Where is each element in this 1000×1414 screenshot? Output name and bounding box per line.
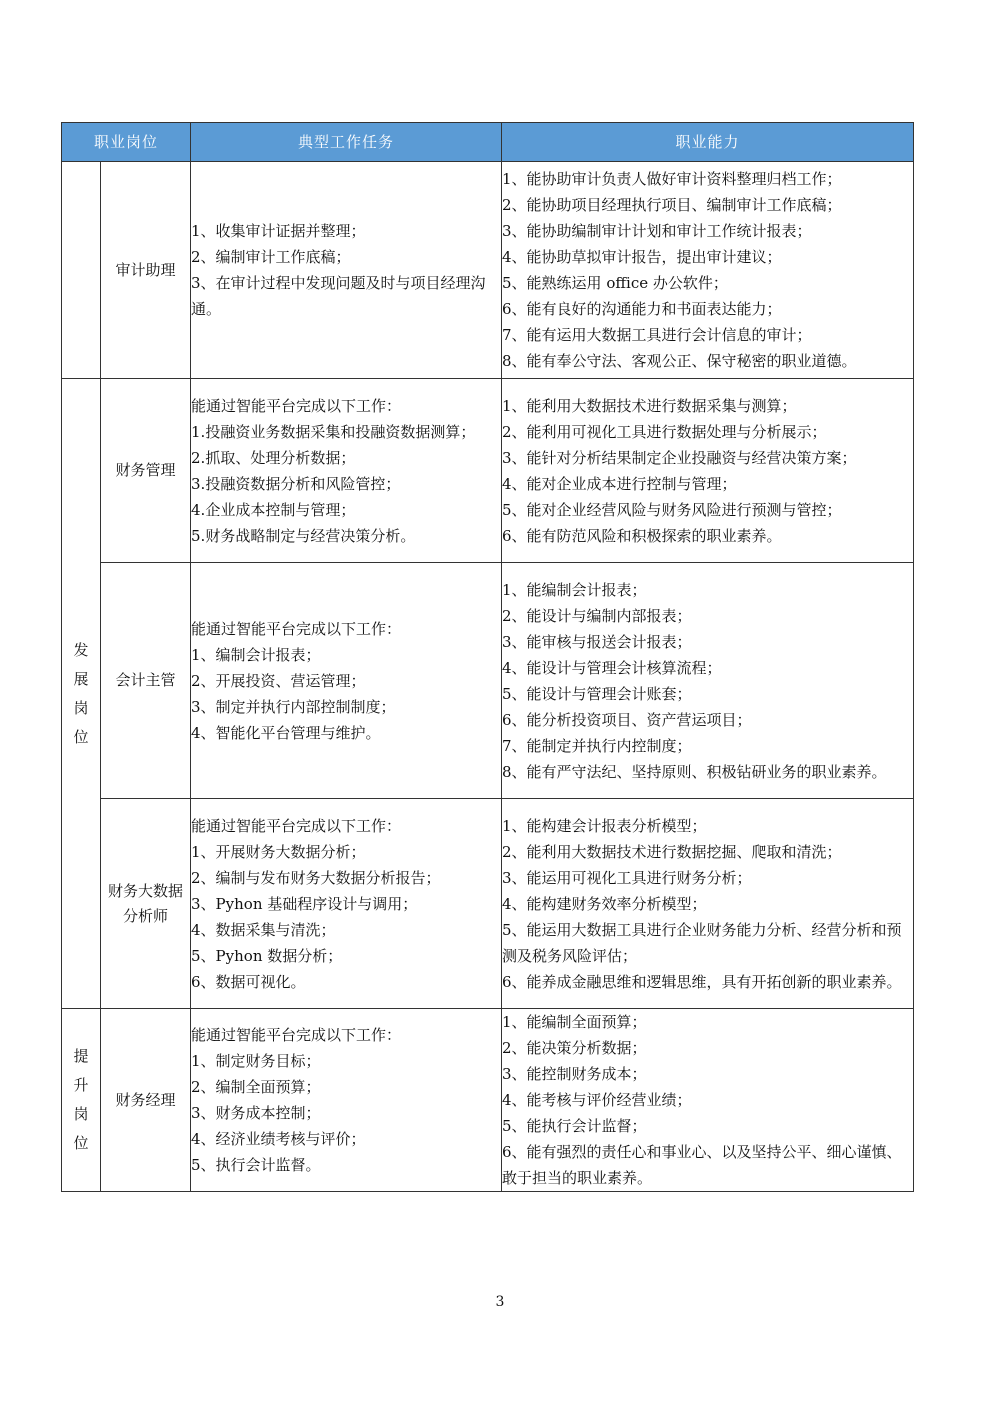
list-item: 2、能利用大数据技术进行数据挖掘、爬取和清洗； bbox=[502, 842, 842, 861]
list-item: 1、能编制全面预算； bbox=[502, 1013, 647, 1031]
list-item: 2、开展投资、营运管理； bbox=[191, 671, 366, 690]
list-item: 5、能运用大数据工具进行企业财务能力分析、经营分析和预测及税务风险评估； bbox=[502, 920, 902, 965]
table-row bbox=[62, 379, 914, 563]
list-item: 4、能构建财务效率分析模型； bbox=[502, 894, 707, 913]
list-item: 2、编制全面预算； bbox=[191, 1078, 321, 1096]
tasks-cell bbox=[191, 799, 502, 1009]
list-item: 4、数据采集与清洗； bbox=[191, 920, 336, 939]
list-item: 4、能协助草拟审计报告，提出审计建议； bbox=[502, 248, 782, 266]
list-item: 6、数据可视化。 bbox=[191, 972, 306, 991]
list-item: 2、能决策分析数据； bbox=[502, 1039, 647, 1057]
category-cell bbox=[62, 1009, 101, 1192]
role-cell: 财务管理 bbox=[101, 379, 191, 563]
tasks-cell bbox=[191, 379, 502, 563]
list-item: 2.抓取、处理分析数据； bbox=[191, 448, 356, 467]
role-cell: 会计主管 bbox=[101, 563, 191, 799]
list-item: 1、能利用大数据技术进行数据采集与测算； bbox=[502, 396, 797, 415]
list-item: 2、能设计与编制内部报表； bbox=[502, 606, 692, 625]
job-table bbox=[61, 122, 914, 1192]
tasks-cell bbox=[191, 563, 502, 799]
header-abilities: 职业能力 bbox=[502, 123, 914, 162]
list-item: 6、能分析投资项目、资产营运项目； bbox=[502, 710, 752, 729]
category-cell bbox=[62, 379, 101, 1009]
list-item: 4、能考核与评价经营业绩； bbox=[502, 1091, 692, 1109]
abilities-cell bbox=[502, 799, 914, 1009]
list-item: 5、能对企业经营风险与财务风险进行预测与管控； bbox=[502, 500, 842, 519]
list-item: 3、Pyhon 基础程序设计与调用； bbox=[191, 894, 418, 913]
table-row bbox=[62, 1009, 914, 1192]
abilities-cell bbox=[502, 162, 914, 379]
role-cell: 审计助理 bbox=[101, 162, 191, 379]
list-item: 8、能有奉公守法、客观公正、保守秘密的职业道德。 bbox=[502, 352, 857, 370]
list-item: 6、能有强烈的责任心和事业心、以及坚持公平、细心谨慎、敢于担当的职业素养。 bbox=[502, 1143, 902, 1187]
list-item: 5、Pyhon 数据分析； bbox=[191, 946, 343, 965]
table-row bbox=[62, 162, 914, 379]
page-number: 3 bbox=[495, 1294, 505, 1310]
list-item: 5、能执行会计监督； bbox=[502, 1117, 647, 1135]
list-item: 1、收集审计证据并整理； bbox=[191, 222, 366, 240]
abilities-cell bbox=[502, 563, 914, 799]
list-item: 5、能设计与管理会计账套； bbox=[502, 684, 692, 703]
list-item: 能通过智能平台完成以下工作： bbox=[191, 1026, 402, 1044]
category-label: 提升岗位 bbox=[73, 1047, 89, 1152]
list-item: 3、制定并执行内部控制制度； bbox=[191, 697, 396, 716]
list-item: 4、经济业绩考核与评价； bbox=[191, 1130, 366, 1148]
list-item: 3、能运用可视化工具进行财务分析； bbox=[502, 868, 752, 887]
list-item: 2、编制审计工作底稿； bbox=[191, 248, 351, 266]
list-item: 1、制定财务目标； bbox=[191, 1052, 321, 1070]
list-item: 3.投融资数据分析和风险管控； bbox=[191, 474, 401, 493]
header-tasks: 典型工作任务 bbox=[191, 123, 502, 162]
list-item: 4、智能化平台管理与维护。 bbox=[191, 723, 381, 742]
list-item: 1.投融资业务数据采集和投融资数据测算； bbox=[191, 422, 476, 441]
list-item: 6、能有良好的沟通能力和书面表达能力； bbox=[502, 300, 782, 318]
role-cell: 财务经理 bbox=[101, 1009, 191, 1192]
list-item: 4、能设计与管理会计核算流程； bbox=[502, 658, 722, 677]
tasks-cell bbox=[191, 162, 502, 379]
list-item: 5、能熟练运用 office 办公软件； bbox=[502, 274, 728, 292]
list-item: 能通过智能平台完成以下工作： bbox=[191, 816, 402, 835]
list-item: 1、能编制会计报表； bbox=[502, 580, 647, 599]
list-item: 3、能针对分析结果制定企业投融资与经营决策方案； bbox=[502, 448, 857, 467]
category-label: 发展岗位 bbox=[73, 640, 89, 746]
list-item: 6、能养成金融思维和逻辑思维，具有开拓创新的职业素养。 bbox=[502, 972, 902, 991]
list-item: 5、执行会计监督。 bbox=[191, 1156, 321, 1174]
list-item: 3、能协助编制审计计划和审计工作统计报表； bbox=[502, 222, 812, 240]
list-item: 1、能协助审计负责人做好审计资料整理归档工作； bbox=[502, 170, 842, 188]
list-item: 3、财务成本控制； bbox=[191, 1104, 321, 1122]
list-item: 3、能审核与报送会计报表； bbox=[502, 632, 692, 651]
list-item: 能通过智能平台完成以下工作： bbox=[191, 396, 402, 415]
list-item: 4、能对企业成本进行控制与管理； bbox=[502, 474, 737, 493]
header-position: 职业岗位 bbox=[62, 123, 191, 162]
role-cell bbox=[101, 799, 191, 1009]
abilities-cell bbox=[502, 1009, 914, 1192]
table-header-row bbox=[62, 123, 914, 162]
list-item: 4.企业成本控制与管理； bbox=[191, 500, 356, 519]
list-item: 6、能有防范风险和积极探索的职业素养。 bbox=[502, 526, 782, 545]
category-cell-empty bbox=[62, 162, 101, 379]
list-item: 1、能构建会计报表分析模型； bbox=[502, 816, 707, 835]
list-item: 7、能制定并执行内控制度； bbox=[502, 736, 692, 755]
list-item: 3、在审计过程中发现问题及时与项目经理沟通。 bbox=[191, 274, 486, 318]
abilities-cell bbox=[502, 379, 914, 563]
list-item: 能通过智能平台完成以下工作： bbox=[191, 619, 402, 638]
tasks-cell bbox=[191, 1009, 502, 1192]
list-item: 1、编制会计报表； bbox=[191, 645, 321, 664]
table-row bbox=[62, 563, 914, 799]
list-item: 2、能协助项目经理执行项目、编制审计工作底稿； bbox=[502, 196, 842, 214]
list-item: 7、能有运用大数据工具进行会计信息的审计； bbox=[502, 326, 812, 344]
role-label: 财务大数据分析师 bbox=[108, 881, 184, 925]
list-item: 3、能控制财务成本； bbox=[502, 1065, 647, 1083]
list-item: 1、开展财务大数据分析； bbox=[191, 842, 366, 861]
table-row bbox=[62, 799, 914, 1009]
list-item: 5.财务战略制定与经营决策分析。 bbox=[191, 526, 416, 545]
list-item: 8、能有严守法纪、坚持原则、积极钻研业务的职业素养。 bbox=[502, 762, 887, 781]
list-item: 2、能利用可视化工具进行数据处理与分析展示； bbox=[502, 422, 827, 441]
list-item: 2、编制与发布财务大数据分析报告； bbox=[191, 868, 441, 887]
